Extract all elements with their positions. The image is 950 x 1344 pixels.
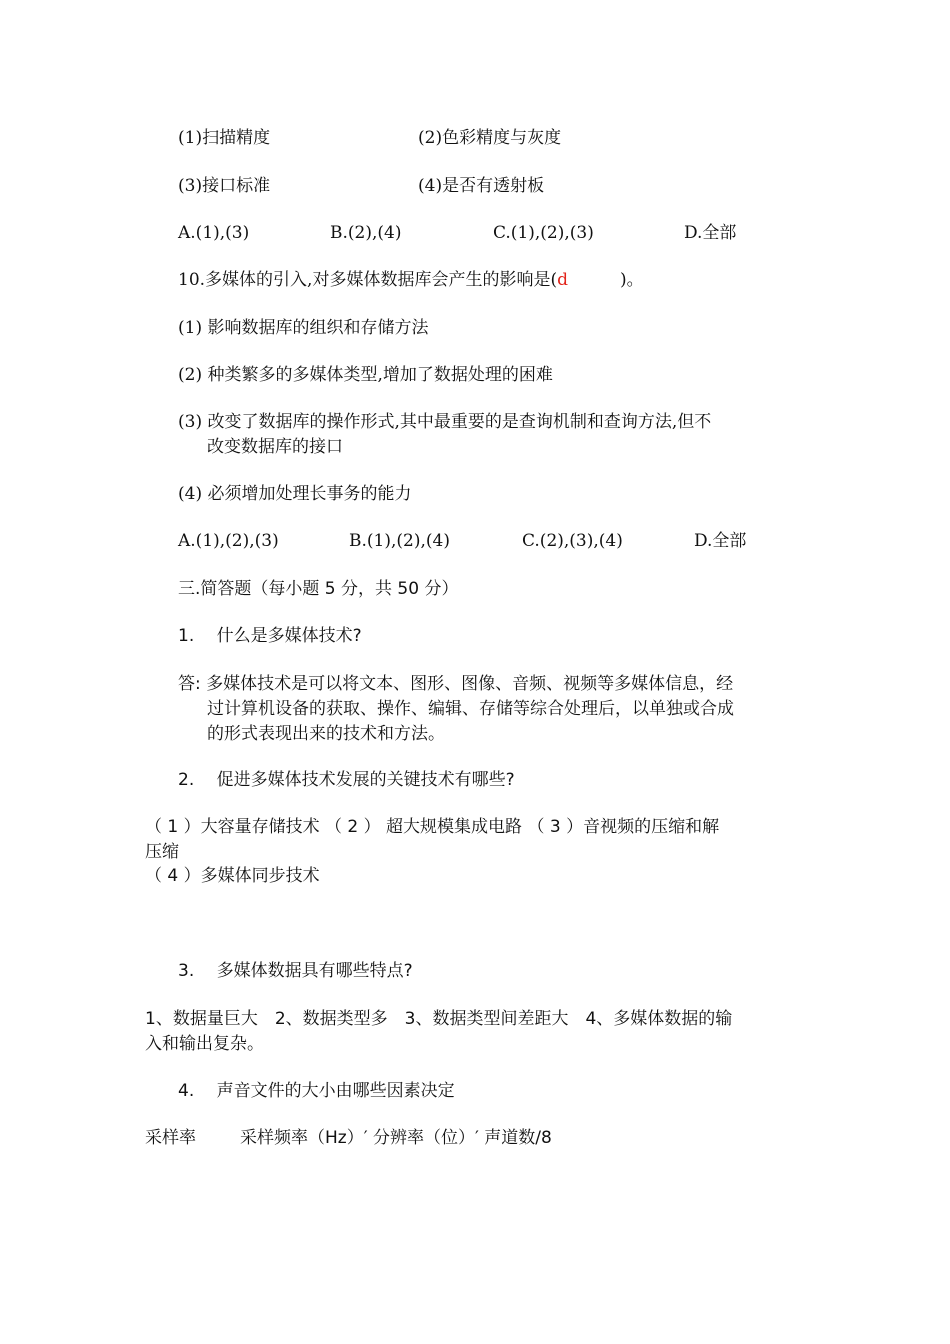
- q10-item-4: (4) 必须增加处理长事务的能力: [178, 484, 412, 504]
- q2-answer-line-3: （ 4 ）多媒体同步技术: [145, 866, 320, 886]
- q10-choice-a: A.(1),(2),(3): [178, 531, 279, 551]
- q3-answer-line-2: 入和输出复杂。: [145, 1034, 264, 1054]
- short-answer-q1: 1. 什么是多媒体技术?: [178, 626, 362, 646]
- q10-stem-text: 10.多媒体的引入,对多媒体数据库会产生的影响是(: [178, 270, 558, 290]
- q9-option-3: (3)接口标准: [178, 176, 271, 196]
- q4-answer-label: 采样率: [145, 1128, 196, 1148]
- q9-choice-a: A.(1),(3): [178, 223, 250, 243]
- q9-option-2: (2)色彩精度与灰度: [418, 128, 562, 148]
- q10-choice-d: D.全部: [694, 531, 747, 551]
- q10-stem: [178, 268, 644, 292]
- q10-item-1: (1) 影响数据库的组织和存储方法: [178, 318, 429, 338]
- q2-answer-line-2: 压缩: [145, 842, 179, 862]
- section-3-heading: 三.简答题（每小题 5 分，共 50 分）: [178, 579, 459, 599]
- q10-answer: d: [557, 270, 568, 290]
- short-answer-q3: 3. 多媒体数据具有哪些特点?: [178, 961, 413, 981]
- q10-stem-end: )。: [619, 270, 644, 290]
- short-answer-q2: 2. 促进多媒体技术发展的关键技术有哪些?: [178, 770, 515, 790]
- q9-option-1: (1)扫描精度: [178, 128, 271, 148]
- q9-choice-c: C.(1),(2),(3): [493, 223, 594, 243]
- q1-answer-line-3: 的形式表现出来的技术和方法。: [207, 724, 445, 744]
- q4-answer-formula: 采样频率（Hz）′ 分辨率（位）′ 声道数/8: [240, 1128, 552, 1148]
- q10-item-3-line-1: (3) 改变了数据库的操作形式,其中最重要的是查询机制和查询方法,但不: [178, 412, 712, 432]
- q10-item-2: (2) 种类繁多的多媒体类型,增加了数据处理的困难: [178, 365, 553, 385]
- q2-answer-line-1: （ 1 ）大容量存储技术 （ 2 ） 超大规模集成电路 （ 3 ）音视频的压缩和解: [145, 817, 720, 837]
- q3-answer-line-1: 1、数据量巨大 2、数据类型多 3、数据类型间差距大 4、多媒体数据的输: [145, 1009, 733, 1029]
- q10-item-3-line-2: 改变数据库的接口: [207, 437, 343, 457]
- q10-choice-c: C.(2),(3),(4): [522, 531, 623, 551]
- q9-choice-d: D.全部: [684, 223, 737, 243]
- q1-answer-line-2: 过计算机设备的获取、操作、编辑、存储等综合处理后，以单独或合成: [207, 699, 734, 719]
- short-answer-q4: 4. 声音文件的大小由哪些因素决定: [178, 1081, 455, 1101]
- q9-choice-b: B.(2),(4): [330, 223, 402, 243]
- q9-option-4: (4)是否有透射板: [418, 176, 545, 196]
- q10-choice-b: B.(1),(2),(4): [349, 531, 450, 551]
- q1-answer-line-1: 答: 多媒体技术是可以将文本、图形、图像、音频、视频等多媒体信息，经: [178, 674, 734, 694]
